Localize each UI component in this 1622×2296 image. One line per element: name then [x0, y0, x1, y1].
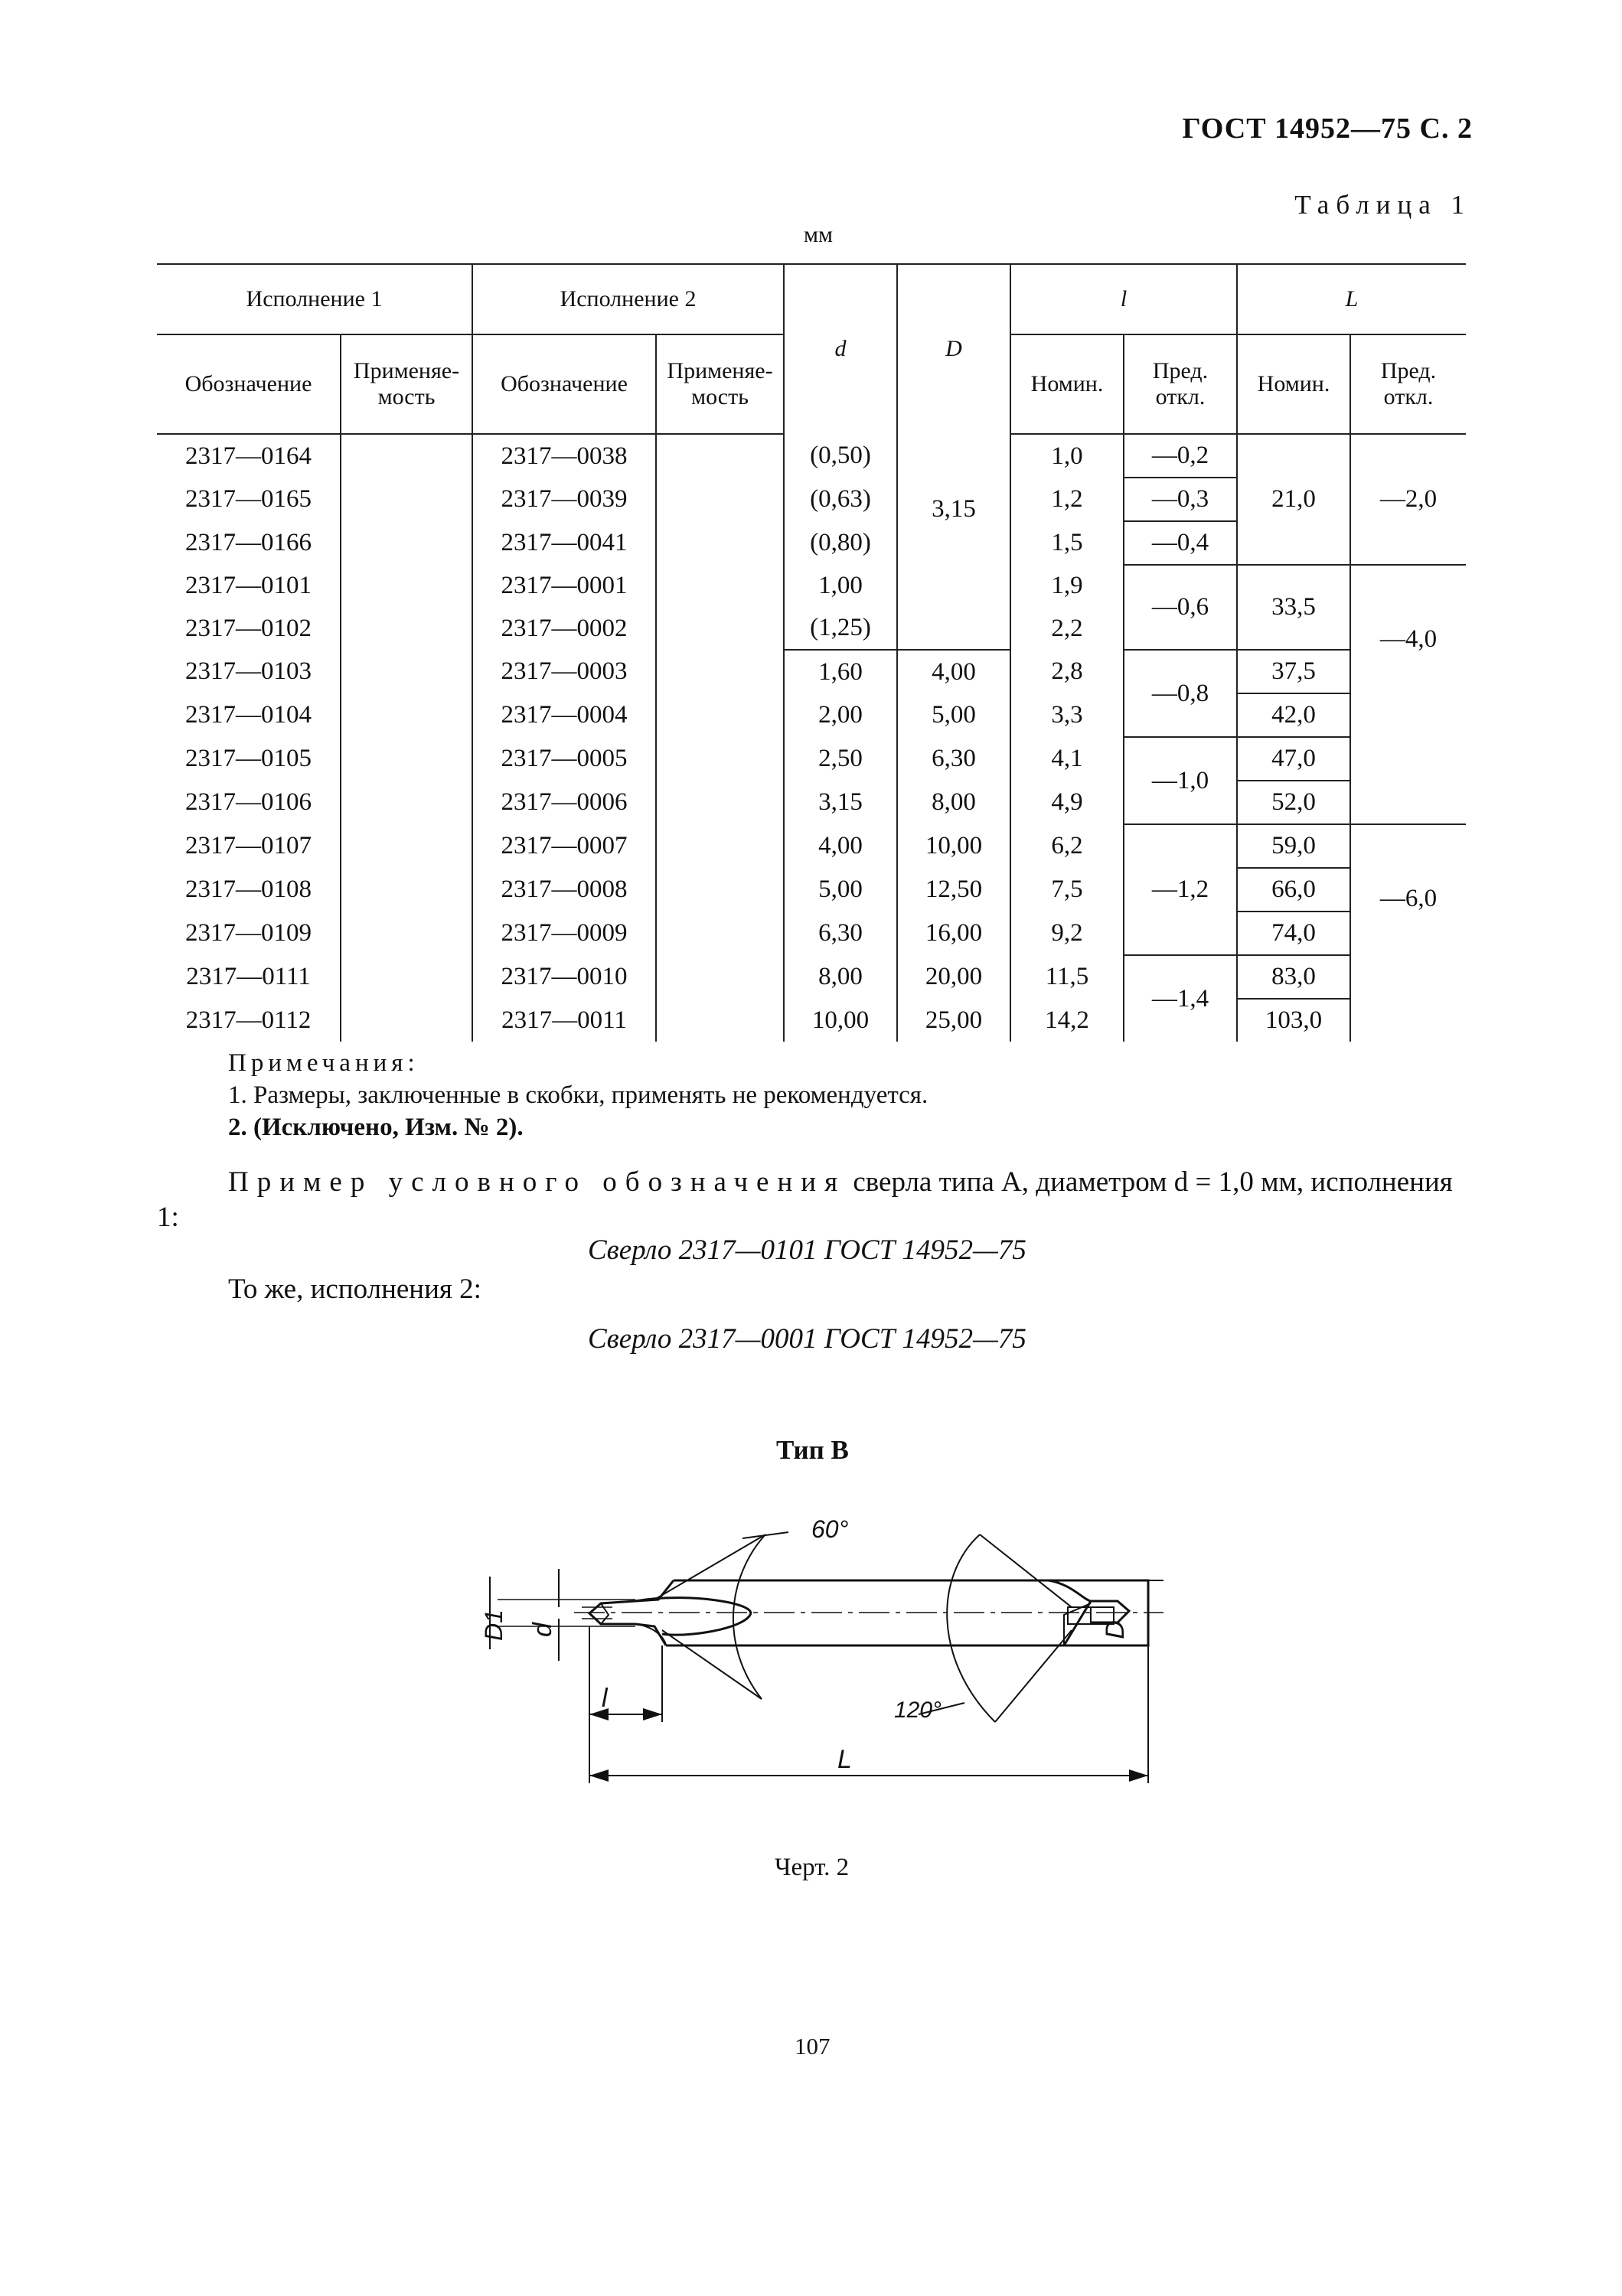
header-exec1: Исполнение 1 — [157, 264, 472, 334]
header-l-tolerance: Пред. откл. — [1124, 334, 1237, 434]
table-row: 2317—0101 2317—0001 1,00 1,9 —0,6 33,5 —4,0 — [157, 565, 1466, 607]
note-item-1: 1. Размеры, заключенные в скобки, применять не рекомендуется. — [228, 1081, 928, 1109]
header-L: L — [1237, 264, 1466, 334]
same-execution-2: То же, исполнения 2: — [228, 1274, 481, 1305]
table-row: 2317—0109 2317—0009 6,30 16,00 9,2 74,0 — [157, 912, 1466, 955]
header-D: D — [897, 264, 1010, 434]
header-L-nominal: Номин. — [1237, 334, 1350, 434]
header-designation-2: Обозначение — [472, 334, 656, 434]
table-row: 2317—0108 2317—0008 5,00 12,50 7,5 66,0 — [157, 868, 1466, 912]
l-label: l — [602, 1684, 608, 1713]
figure-title: Тип В — [776, 1435, 849, 1465]
table-caption: Таблица 1 — [1294, 190, 1471, 220]
L-label: L — [837, 1745, 852, 1774]
table-row: 2317—0102 2317—0002 (1,25) 2,2 — [157, 607, 1466, 650]
header-exec2: Исполнение 2 — [472, 264, 784, 334]
header-l: l — [1010, 264, 1237, 334]
header-l-nominal: Номин. — [1010, 334, 1124, 434]
example-designation-1: Сверло 2317—0101 ГОСТ 14952—75 — [588, 1234, 1026, 1266]
page-header: ГОСТ 14952—75 С. 2 — [1182, 113, 1473, 145]
header-applicability-2: Применяе- мость — [656, 334, 784, 434]
header-designation-1: Обозначение — [157, 334, 341, 434]
notes-title: Примечания: — [228, 1049, 419, 1077]
header-d: d — [784, 264, 897, 434]
table-row: 2317—0112 2317—0011 10,00 25,00 14,2 103,0 — [157, 999, 1466, 1042]
table-row: 2317—0105 2317—0005 2,50 6,30 4,1 —1,0 47,0 — [157, 737, 1466, 781]
unit-label: мм — [804, 222, 833, 247]
table-row: 2317—0166 2317—0041 (0,80) 1,5 —0,4 — [157, 521, 1466, 565]
notes — [228, 1047, 928, 1143]
example-paragraph — [157, 1165, 1466, 1235]
d-label: d — [527, 1623, 557, 1637]
table-row: 2317—0164 2317—0038 (0,50) 3,15 1,0 —0,2 21,0 —2,0 — [157, 434, 1466, 478]
angle-60-label: 60° — [811, 1515, 849, 1543]
D-label: D — [1100, 1620, 1130, 1639]
dimensions-table — [157, 263, 1466, 1042]
note-item-2: 2. (Исключено, Изм. № 2). — [228, 1114, 524, 1141]
table-row: 2317—0104 2317—0004 2,00 5,00 3,3 42,0 — [157, 693, 1466, 737]
header-L-tolerance: Пред. откл. — [1350, 334, 1466, 434]
table-row: 2317—0106 2317—0006 3,15 8,00 4,9 52,0 — [157, 781, 1466, 824]
table-row: 2317—0111 2317—0010 8,00 20,00 11,5 —1,4 83,0 — [157, 955, 1466, 999]
figure-caption: Черт. 2 — [775, 1854, 850, 1881]
example-designation-2: Сверло 2317—0001 ГОСТ 14952—75 — [588, 1323, 1026, 1355]
table-row: 2317—0107 2317—0007 4,00 10,00 6,2 —1,2 59,0 —6,0 — [157, 824, 1466, 868]
table-row: 2317—0165 2317—0039 (0,63) 1,2 —0,3 — [157, 478, 1466, 521]
header-applicability-1: Применяе- мость — [341, 334, 472, 434]
angle-120-label: 120° — [894, 1698, 942, 1723]
D1-label: D1 — [479, 1609, 507, 1641]
example-text: сверла типа А, диаметром d = 1,0 мм, исполнения 1: — [157, 1166, 1453, 1233]
example-label: Пример условного обозначения — [228, 1166, 847, 1198]
table-row: 2317—0103 2317—0003 1,60 4,00 2,8 —0,8 37,5 — [157, 650, 1466, 693]
D-value-merged: 3,15 — [897, 434, 1010, 650]
page-number: 107 — [795, 2033, 831, 2060]
